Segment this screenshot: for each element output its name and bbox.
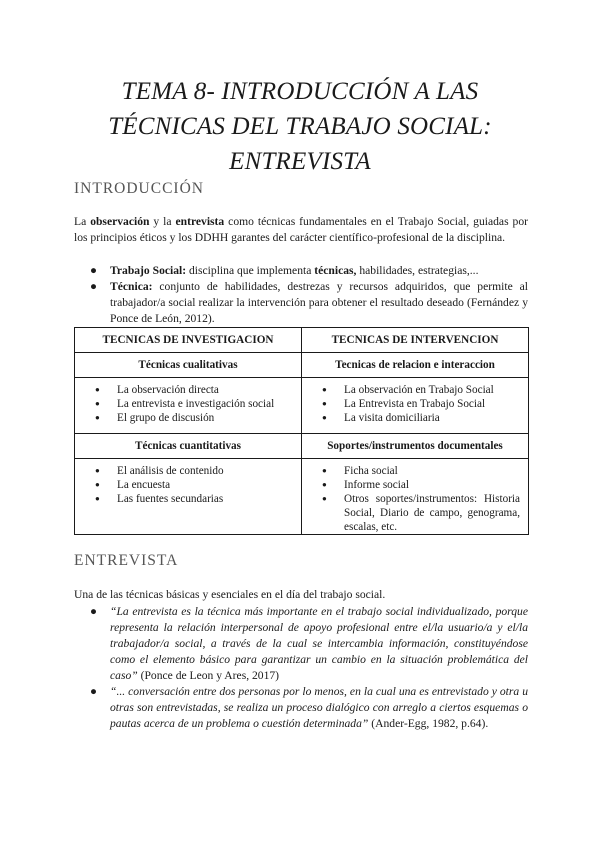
term-bold: Técnica: [110,280,153,293]
list-item: ● El análisis de contenido [117,464,297,478]
intro-heading: INTRODUCCIÓN [74,180,204,197]
subheader-cuantitativas: Técnicas cuantitativas [75,434,302,459]
title-line-1: TEMA 8- INTRODUCCIÓN A LAS [121,78,479,105]
intro-text: y la [149,215,176,228]
intro-bold-observacion: observación [90,215,150,228]
term-text: habilidades, estrategias,... [356,264,479,277]
list-item: ● Las fuentes secundarias [117,492,297,506]
entrevista-paragraph: Una de las técnicas básicas y esenciales en el día del trabajo social. [74,588,386,601]
list-item [74,604,528,684]
quote-text: “La entrevista es la técnica más importante en el trabajo social individualizado, porque representa la relación interpersonal de apoyo profesional entre el/la usuario/a y el/la trabajador/a social, a través de la cual se intercambia información, constituyéndose como el elemento básico para garantizar un cambio en la situación problemática del caso” [110,605,528,682]
term-bold: técnicas, [314,264,357,277]
bullet-icon: ● [90,685,98,698]
term-bold: Trabajo Social: [110,264,187,277]
entrevista-heading: ENTREVISTA [74,552,179,569]
subheader-soportes: Soportes/instrumentos documentales [302,434,529,459]
intro-paragraph [74,214,528,246]
list-item: ● La Entrevista en Trabajo Social [344,397,524,411]
list-item: ● La entrevista e investigación social [117,397,297,411]
list-item: ● El grupo de discusión [117,411,297,425]
cell-cuantitativas-list [75,459,302,535]
techniques-table [74,327,529,535]
list-item: ● La visita domiciliaria [344,411,524,425]
cell-soportes-list [302,459,529,535]
term-text: conjunto de habilidades, destrezas y recursos adquiridos, que permite al trabajador/a social realizar la intervención para obtener el resultado deseado (Fernández y Ponce de León, 2012). [110,280,528,325]
intro-text: como técnicas fundamentales en el Trabajo Social, guiadas por los principios éticos y los DDHH garantes del carácter científico-profesional de la disciplina. [74,215,528,244]
header-intervencion: TECNICAS DE INTERVENCION [302,328,529,353]
list-item: ● La observación directa [117,383,297,397]
list-item: ● La encuesta [117,478,297,492]
list-item: ● Ficha social [344,464,524,478]
quote-reference: (Ponce de Leon y Ares, 2017) [137,669,280,682]
list-item [74,263,528,279]
subheader-cualitativas: Técnicas cualitativas [75,353,302,378]
intro-bold-entrevista: entrevista [175,215,225,228]
term-text: disciplina que implementa [186,264,315,277]
subheader-relacion: Tecnicas de relacion e interaccion [302,353,529,378]
title-line-2: TÉCNICAS DEL TRABAJO SOCIAL: [108,113,492,140]
cell-relacion-list [302,378,529,434]
list-item: ● La observación en Trabajo Social [344,383,524,397]
list-item: ● Otros soportes/instrumentos: Historia Social, Diario de campo, genograma, escalas, etc. [344,492,524,534]
intro-bullet-list [74,263,528,327]
document-title [40,74,560,179]
list-item [74,279,528,327]
bullet-icon: ● [90,280,98,293]
cell-cualitativas-list [75,378,302,434]
header-investigacion: TECNICAS DE INVESTIGACION [75,328,302,353]
quote-reference: (Ander-Egg, 1982, p.64). [368,717,489,730]
bullet-icon: ● [90,605,98,618]
entrevista-quote-list [74,604,528,732]
bullet-icon: ● [90,264,98,277]
title-line-3: ENTREVISTA [229,148,371,175]
quote-text: “... conversación entre dos personas por lo menos, en la cual una es entrevistado y otra u otras son entrevistadas, se realiza un proceso dialógico con arreglo a ciertos esquemas o pautas acerca de un problema o cuestión determinada” [110,685,528,730]
list-item [74,684,528,732]
intro-text: La [74,215,91,228]
list-item: ● Informe social [344,478,524,492]
